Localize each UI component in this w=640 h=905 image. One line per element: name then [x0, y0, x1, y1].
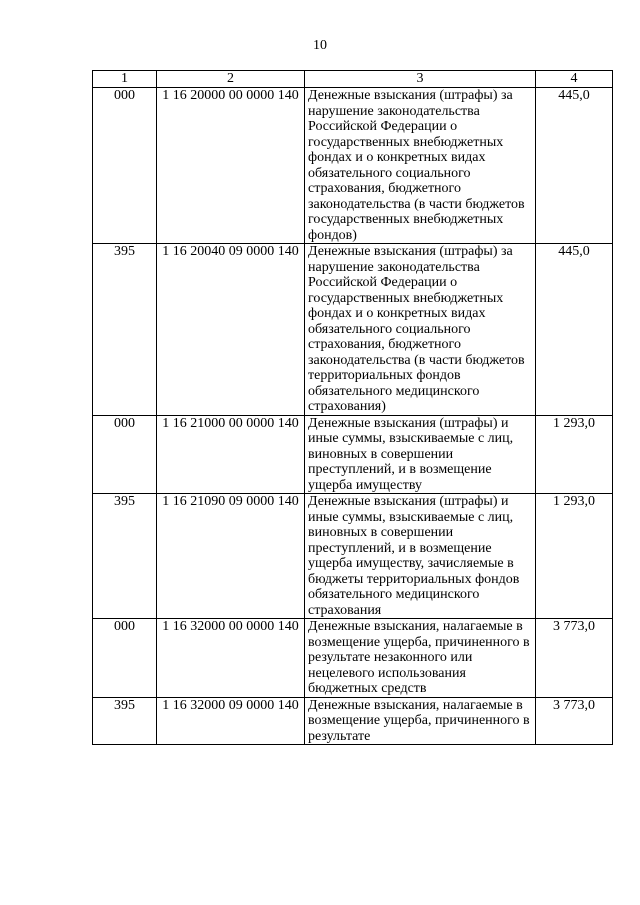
- income-name-cell: Денежные взыскания (штрафы) и иные суммы, взыскиваемые с лиц, виновных в совершении преступлений, и в возмещение ущерба имуществу: [305, 415, 536, 494]
- amount-cell: 3 773,0: [536, 619, 613, 698]
- column-header-4: 4: [536, 71, 613, 88]
- amount-cell: 1 293,0: [536, 415, 613, 494]
- table-header-row: [93, 71, 613, 88]
- amount-cell: 3 773,0: [536, 697, 613, 745]
- budget-code-cell: 1 16 21000 00 0000 140: [157, 415, 305, 494]
- amount-cell: 445,0: [536, 244, 613, 416]
- income-name-cell: Денежные взыскания, налагаемые в возмещение ущерба, причиненного в результате незаконного или нецелевого использования бюджетных средств: [305, 619, 536, 698]
- budget-code-cell: 1 16 21090 09 0000 140: [157, 494, 305, 619]
- amount-cell: 1 293,0: [536, 494, 613, 619]
- column-header-1: 1: [93, 71, 157, 88]
- income-name-cell: Денежные взыскания, налагаемые в возмещение ущерба, причиненного в результате: [305, 697, 536, 745]
- income-name-cell: Денежные взыскания (штрафы) за нарушение законодательства Российской Федерации о государственных внебюджетных фондах и о конкретных видах обязательного социального страхования, бюджетного законодательства (в части бюджетов территориальных фондов обязательного медицинского страхования): [305, 244, 536, 416]
- column-header-3: 3: [305, 71, 536, 88]
- page-number: 10: [313, 38, 327, 53]
- table-row: [93, 244, 613, 416]
- income-name-cell: Денежные взыскания (штрафы) за нарушение законодательства Российской Федерации о государственных внебюджетных фондах и о конкретных видах обязательного социального страхования, бюджетного законодательства (в части бюджетов государственных внебюджетных фондов): [305, 88, 536, 244]
- admin-code-cell: 395: [93, 494, 157, 619]
- table-row: [93, 88, 613, 244]
- admin-code-cell: 395: [93, 244, 157, 416]
- table-row: [93, 415, 613, 494]
- admin-code-cell: 000: [93, 415, 157, 494]
- income-name-cell: Денежные взыскания (штрафы) и иные суммы, взыскиваемые с лиц, виновных в совершении преступлений, и в возмещение ущерба имуществу, зачисляемые в бюджеты территориальных фондов обязательного медицинского страхования: [305, 494, 536, 619]
- table-row: [93, 494, 613, 619]
- table-row: [93, 619, 613, 698]
- amount-cell: 445,0: [536, 88, 613, 244]
- budget-code-cell: 1 16 32000 09 0000 140: [157, 697, 305, 745]
- admin-code-cell: 395: [93, 697, 157, 745]
- budget-code-cell: 1 16 20000 00 0000 140: [157, 88, 305, 244]
- revenue-table: [92, 70, 613, 745]
- column-header-2: 2: [157, 71, 305, 88]
- budget-code-cell: 1 16 20040 09 0000 140: [157, 244, 305, 416]
- admin-code-cell: 000: [93, 619, 157, 698]
- table-row: [93, 697, 613, 745]
- admin-code-cell: 000: [93, 88, 157, 244]
- budget-code-cell: 1 16 32000 00 0000 140: [157, 619, 305, 698]
